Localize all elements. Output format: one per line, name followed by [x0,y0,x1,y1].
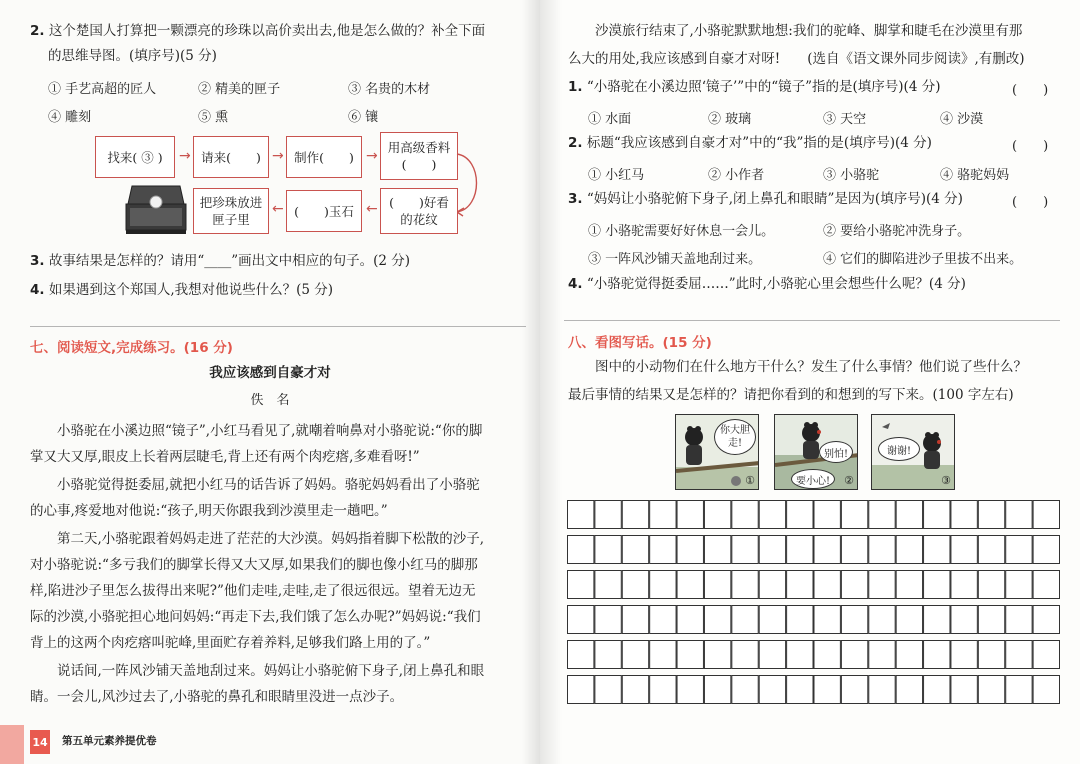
grid-cell[interactable] [595,501,621,529]
option: ④ 它们的脚陷进沙子里拔不出来。 [823,252,1023,267]
grid-cell[interactable] [978,676,1004,704]
grid-cell[interactable] [924,571,950,599]
option: ⑤ 熏 [198,110,229,125]
grid-cell[interactable] [787,536,813,564]
mindmap-box-4 [380,132,458,180]
grid-cell[interactable] [732,641,758,669]
grid-cell[interactable] [924,501,950,529]
grid-cell[interactable] [650,536,676,564]
grid-cell[interactable] [759,501,785,529]
article-line: 睛。一会儿,风沙过去了,小骆驼的鼻孔和眼睛里没进一点沙子。 [30,689,404,705]
grid-cell[interactable] [814,501,840,529]
mindmap-box-6: ( )玉石 [286,190,362,232]
grid-cell[interactable] [951,501,977,529]
mindmap-box-2: 请来( ) [193,136,269,178]
grid-cell[interactable] [759,606,785,634]
question-2-line1 [30,22,485,40]
grid-cell[interactable] [704,606,730,634]
grid-cell[interactable] [732,676,758,704]
grid-cell[interactable] [869,571,895,599]
arrow-left-icon: ← [366,201,378,217]
box-text: 把珍珠放进 [199,195,263,210]
grid-cell[interactable] [622,676,648,704]
grid-cell[interactable] [814,571,840,599]
grid-cell[interactable] [896,571,922,599]
grid-cell[interactable] [869,676,895,704]
question-text: 这个楚国人打算把一颗漂亮的珍珠以高价卖出去,他是怎么做的？补全下面 [48,23,486,39]
article-line: 背上的这两个肉疙瘩叫驼峰,里面贮存着养料,足够我们路上用的了。” [30,635,431,651]
option: ① 小红马 [588,168,645,183]
grid-cell[interactable] [568,536,594,564]
grid-cell[interactable] [841,606,867,634]
grid-cell[interactable] [841,676,867,704]
arrow-right-icon: → [366,148,378,164]
grid-cell[interactable] [732,606,758,634]
article-continuation: 沙漠旅行结束了,小骆驼默默地想:我们的驼峰、脚掌和睫毛在沙漠里有那 [568,23,1023,39]
question-number: 3. [30,253,45,269]
question-3 [30,252,410,270]
option: ② 精美的匣子 [198,82,281,97]
option: ③ 天空 [823,112,867,127]
grid-cell[interactable] [732,571,758,599]
grid-cell[interactable] [841,571,867,599]
option: ① 小骆驼需要好好休息一会儿。 [588,224,775,239]
grid-cell[interactable] [650,676,676,704]
footer-title: 第五单元素养提优卷 [62,735,157,747]
article-line: 际的沙漠,小骆驼担心地问妈妈:“再走下去,我们饿了怎么办呢?”妈妈说:“我们 [30,609,481,625]
grid-cell[interactable] [595,641,621,669]
box-text: ( )好看 [389,195,449,210]
option: ① 水面 [588,112,632,127]
arrow-right-icon: → [179,148,191,164]
option: ② 玻璃 [708,112,752,127]
question-text: 如果遇到这个郑国人,我想对他说些什么？(5 分) [48,282,334,298]
arrow-left-icon: ← [272,201,284,217]
grid-cell[interactable] [568,676,594,704]
grid-cell[interactable] [595,571,621,599]
grid-cell[interactable] [1006,571,1032,599]
grid-cell[interactable] [568,501,594,529]
question-text: “小骆驼在小溪边照‘镜子’”中的“镜子”指的是(填序号)(4 分) [586,79,941,95]
option: ① 手艺高超的匠人 [48,82,157,97]
grid-cell[interactable] [978,606,1004,634]
speech-bubble: 谢谢! [878,437,920,461]
grid-cell[interactable] [1033,501,1059,529]
question-number: 2. [568,135,583,151]
divider [30,326,526,327]
option: ④ 骆驼妈妈 [940,168,1010,183]
grid-cell[interactable] [924,536,950,564]
grid-cell[interactable] [704,501,730,529]
grid-cell[interactable] [1006,641,1032,669]
option: ④ 雕刻 [48,110,92,125]
grid-cell[interactable] [650,571,676,599]
grid-cell[interactable] [650,501,676,529]
grid-cell[interactable] [595,676,621,704]
grid-cell[interactable] [595,536,621,564]
mindmap-box-5 [193,188,269,234]
page-edge-bar [0,725,24,764]
grid-cell[interactable] [1033,571,1059,599]
option: ⑥ 镶 [348,110,379,125]
grid-cell[interactable] [677,501,703,529]
grid-cell[interactable] [869,606,895,634]
speech-bubble: 你大胆走! [714,419,756,455]
grid-cell[interactable] [814,606,840,634]
question-number: 3. [568,191,583,207]
option: ② 小作者 [708,168,765,183]
grid-cell[interactable] [814,676,840,704]
grid-cell[interactable] [759,641,785,669]
option: ④ 沙漠 [940,112,984,127]
grid-cell[interactable] [787,641,813,669]
grid-cell[interactable] [896,501,922,529]
grid-cell[interactable] [677,536,703,564]
question-4 [30,281,333,299]
grid-cell[interactable] [759,676,785,704]
question-2 [568,134,932,152]
grid-cell[interactable] [1033,606,1059,634]
mindmap-box-7 [380,188,458,234]
grid-cell[interactable] [732,501,758,529]
panel-number: ③ [941,474,951,487]
option: ② 要给小骆驼冲洗身子。 [823,224,971,239]
grid-cell[interactable] [1033,536,1059,564]
section-7-heading: 七、阅读短文,完成练习。(16 分) [30,340,233,356]
box-text: ( ) [401,157,437,172]
question-text: 故事结果是怎样的？请用“____”画出文中相应的句子。(2 分) [48,253,411,269]
article-line: 说话间,一阵风沙铺天盖地刮过来。妈妈让小骆驼俯下身子,闭上鼻孔和眼 [30,663,485,679]
divider [564,320,1060,321]
grid-cell[interactable] [978,536,1004,564]
article-author: 佚 名 [250,393,290,408]
answer-blank[interactable]: ( ) [1012,139,1049,154]
grid-cell[interactable] [978,641,1004,669]
grid-cell[interactable] [814,641,840,669]
question-1 [568,78,940,96]
grid-cell[interactable] [787,676,813,704]
grid-cell[interactable] [896,536,922,564]
article-line: 的心事,疼爱地对他说:“孩子,明天你跟我到沙漠里走一趟吧。” [30,503,388,519]
grid-cell[interactable] [841,641,867,669]
writing-prompt: 图中的小动物们在什么地方干什么？发生了什么事情？他们说了些什么？ [568,359,1027,375]
question-number: 4. [568,276,583,292]
speech-bubble: 要小心! [791,469,835,489]
question-text: “小骆驼觉得挺委屈……”此时,小骆驼心里会想些什么呢？(4 分) [586,276,966,292]
grid-cell[interactable] [1033,641,1059,669]
grid-cell[interactable] [841,501,867,529]
grid-cell[interactable] [1033,676,1059,704]
grid-cell[interactable] [869,641,895,669]
grid-cell[interactable] [924,676,950,704]
grid-cell[interactable] [951,571,977,599]
panel-number: ② [844,474,854,487]
box-text: 匣子里 [212,212,250,227]
option: ③ 小骆驼 [823,168,880,183]
grid-cell[interactable] [1006,606,1032,634]
article-line: 样,陷进沙子里怎么拔得出来呢?”他们走哇,走哇,走了很远很远。望着无边无 [30,583,476,599]
option: ③ 名贵的木材 [348,82,431,97]
speech-bubble: 别怕! [819,441,853,463]
grid-cell[interactable] [896,606,922,634]
question-number: 1. [568,79,583,95]
grid-cell[interactable] [951,676,977,704]
article-line: 掌又大又厚,眼皮上长着两层睫毛,背上还有两个肉疙瘩,多难看呀!” [30,449,420,465]
grid-cell[interactable] [650,641,676,669]
question-number: 2. [30,23,45,39]
grid-cell[interactable] [978,501,1004,529]
comic-panel-1 [675,414,759,490]
article-title: 我应该感到自豪才对 [209,365,331,381]
grid-cell[interactable] [622,641,648,669]
grid-cell[interactable] [622,571,648,599]
grid-cell[interactable] [787,501,813,529]
writing-grid[interactable] [567,500,1060,704]
grid-cell[interactable] [869,536,895,564]
grid-cell[interactable] [896,676,922,704]
grid-cell[interactable] [704,676,730,704]
grid-cell[interactable] [841,536,867,564]
section-8-heading: 八、看图写话。(15 分) [568,335,712,351]
article-continuation: 么大的用处,我应该感到自豪才对呀! (选自《语文课外同步阅读》,有删改) [568,51,1025,67]
mindmap-box-3: 制作( ) [286,136,362,178]
grid-cell[interactable] [732,536,758,564]
grid-cell[interactable] [677,571,703,599]
arrow-right-icon: → [272,148,284,164]
question-2-line2: 的思维导图。(填序号)(5 分) [48,48,217,64]
option: ③ 一阵风沙铺天盖地刮过来。 [588,252,762,267]
question-text: 标题“我应该感到自豪才对”中的“我”指的是(填序号)(4 分) [586,135,932,151]
grid-cell[interactable] [978,571,1004,599]
grid-cell[interactable] [595,606,621,634]
grid-cell[interactable] [677,641,703,669]
grid-cell[interactable] [677,676,703,704]
page-number: 14 [30,730,50,754]
answer-blank[interactable]: ( ) [1012,83,1049,98]
answer-blank[interactable]: ( ) [1012,195,1049,210]
mindmap-box-1: 找来( ③ ) [95,136,175,178]
comic-panel-3 [871,414,955,490]
grid-cell[interactable] [896,641,922,669]
grid-cell[interactable] [677,606,703,634]
box-text: 用高级香料 [387,140,451,155]
grid-cell[interactable] [951,641,977,669]
box-text: 的花纹 [400,212,438,227]
article-line: 小骆驼觉得挺委屈,就把小红马的话告诉了妈妈。骆驼妈妈看出了小骆驼 [30,477,480,493]
grid-cell[interactable] [869,501,895,529]
article-line: 对小骆驼说:“多亏我们的脚掌长得又大又厚,如果我们的脚也像小红马的脚那 [30,557,478,573]
grid-cell[interactable] [622,606,648,634]
question-4 [568,275,966,293]
question-number: 4. [30,282,45,298]
grid-cell[interactable] [622,501,648,529]
grid-cell[interactable] [1006,676,1032,704]
question-3 [568,190,963,208]
grid-cell[interactable] [1006,536,1032,564]
grid-cell[interactable] [924,641,950,669]
grid-cell[interactable] [787,606,813,634]
grid-cell[interactable] [1006,501,1032,529]
grid-cell[interactable] [704,641,730,669]
grid-cell[interactable] [650,606,676,634]
jewelry-box-icon [122,180,190,238]
grid-cell[interactable] [704,536,730,564]
grid-cell[interactable] [704,571,730,599]
article-line: 小骆驼在小溪边照“镜子”,小红马看见了,就嘲着响鼻对小骆驼说:“你的脚 [30,423,483,439]
grid-cell[interactable] [568,571,594,599]
grid-cell[interactable] [951,536,977,564]
grid-cell[interactable] [951,606,977,634]
panel-number: ① [745,474,755,487]
grid-cell[interactable] [759,536,785,564]
grid-cell[interactable] [568,606,594,634]
curve-connector [455,150,485,220]
comic-panel-2 [774,414,858,490]
grid-cell[interactable] [924,606,950,634]
grid-cell[interactable] [568,641,594,669]
grid-cell[interactable] [814,536,840,564]
grid-cell[interactable] [622,536,648,564]
article-line: 第二天,小骆驼跟着妈妈走进了茫茫的大沙漠。妈妈指着脚下松散的沙子, [30,531,485,547]
grid-cell[interactable] [759,571,785,599]
writing-prompt: 最后事情的结果又是怎样的？请把你看到的和想到的写下来。(100 字左右) [568,387,1014,403]
grid-cell[interactable] [787,571,813,599]
question-text: “妈妈让小骆驼俯下身子,闭上鼻孔和眼睛”是因为(填序号)(4 分) [586,191,963,207]
